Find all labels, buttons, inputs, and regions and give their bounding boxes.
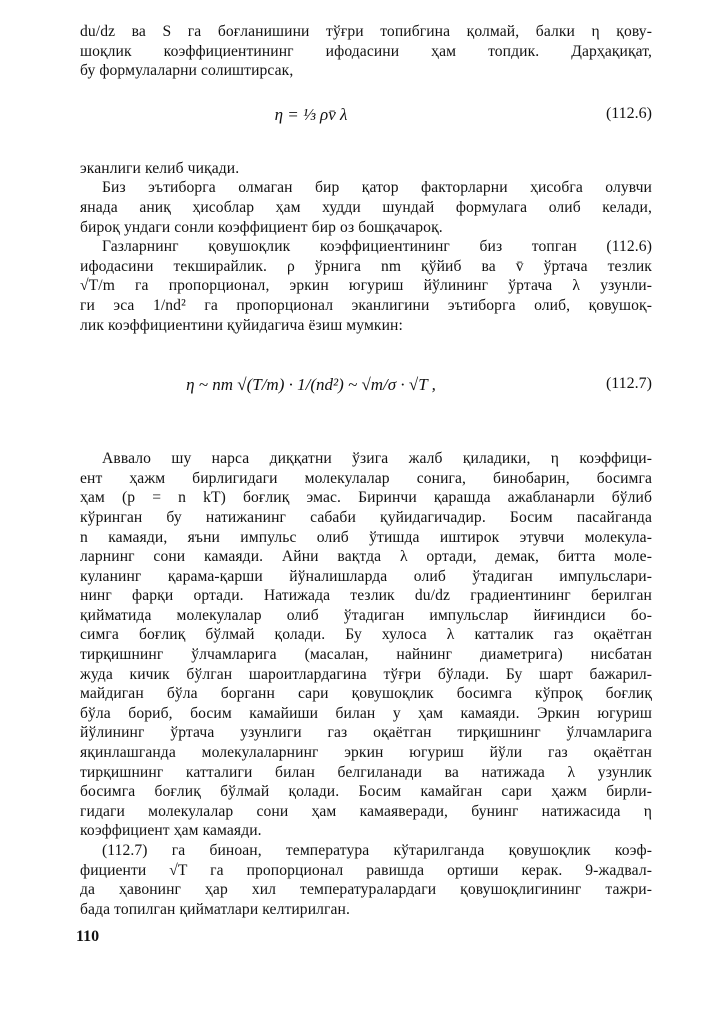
text-line: жуда кичик бўлган шароитлардагина тўғри бўлади. Бу шарт бажарил- <box>80 665 652 683</box>
formula-expression: η ~ nm √(T/m) · 1/(nd²) ~ √m/σ · √T , <box>186 375 436 395</box>
paragraph-accuracy <box>80 178 652 237</box>
text-line: йўлининг ўртача узунлиги газ оқаётган тирқишнинг ўлчамларига <box>80 724 652 742</box>
text-line: симга боғлиқ бўлмай қолади. Бу хулоса λ катталик газ оқаётган <box>80 626 652 644</box>
text-line: майдиган бўла борганн сари қовушоқлик босимга кўпроқ боғлиқ <box>80 685 652 703</box>
page-number: 110 <box>76 928 100 945</box>
text-line: (112.7) га биноан, температура кўтарилганда қовушоқлик коэф- <box>102 842 652 859</box>
text-line: ларнинг сони камаяди. Айни вақтда λ ортади, демак, битта моле- <box>80 548 652 566</box>
text-line: фициенти √T га пропорционал равишда ортиши керак. 9-жадвал- <box>80 861 652 879</box>
text-line: n камаяди, яъни импульс олиб ўтишда иштирок этувчи молекула- <box>80 528 652 546</box>
formula-112-7 <box>80 349 652 431</box>
formula-112-6 <box>80 91 652 153</box>
text-line: гидаги молекулалар сони ҳам камаяверади, бунинг натижасида η <box>80 802 652 820</box>
text-line: қийматида молекулалар олиб ўтадиган импульслар йиғиндиси бо- <box>80 606 652 624</box>
text-line: кўринган бу натижанинг сабаби қуйидагичадир. Босим пасайганда <box>80 508 652 526</box>
text-line: ҳам (p = n kT) боғлиқ эмас. Биринчи қарашда ажабланарли бўлиб <box>80 489 652 507</box>
text-line: бўла бориб, босим камайиши билан у ҳам камаяди. Эркин югуриш <box>80 704 652 722</box>
text-line: яқинлашганда молекулаларнинг эркин югуриш йўли газ оқаётган <box>80 744 652 762</box>
paragraph-check <box>80 237 652 335</box>
text-line: бада топилган қийматлари келтирилган. <box>80 900 350 918</box>
text-line: du/dz ва S га боғланишини тўғри топибгина қолмай, балки η қову- <box>80 23 652 40</box>
text-line: янада аниқ ҳисоблар ҳам худди шундай формулага олиб келади, <box>80 198 652 216</box>
text-line: босимга боғлиқ бўлмай қолади. Босим камайган сари ҳажм бирли- <box>80 783 652 801</box>
formula-expression: η = ⅓ ρv̄ λ <box>274 104 348 124</box>
text-line: да ҳавонинг ҳар хил температуралардаги қовушоқлигининг тажри- <box>80 881 652 899</box>
text-line: тирқишнинг ўлчамларига (масалан, найнинг диаметрига) нисбатан <box>80 646 652 664</box>
text-line: лик коэффициентини қуйидагича ёзиш мумкин: <box>80 316 403 334</box>
paragraph-pressure <box>80 449 652 841</box>
text-line: ент ҳажм бирлигидаги молекулалар сонига, бинобарин, босимга <box>80 469 652 487</box>
paragraph-intro <box>80 22 652 81</box>
text-line: бироқ ундаги сонли коэффициент бир оз бошқачароқ. <box>80 218 443 236</box>
text-line: Газларнинг қовушоқлик коэффициентининг биз топган (112.6) <box>102 238 652 256</box>
text-line: √T/m га пропорционал, эркин югуриш йўлининг ўртача λ узунли- <box>80 277 652 295</box>
text-line: эканлиги келиб чиқади. <box>80 159 240 177</box>
text-line: Биз эътиборга олмаган бир қатор факторларни ҳисобга олувчи <box>102 179 652 197</box>
text-line: нинг фарқи ортади. Натижада тезлик du/dz градиентининг берилган <box>80 587 652 605</box>
text-line: Аввало шу нарса диққатни ўзига жалб қиладики, η коэффици- <box>102 450 652 468</box>
equation-number: (112.6) <box>605 104 652 122</box>
text-line: ифодасини текширайлик. ρ ўрнига nm қўйиб ва v̄ ўртача тезлик <box>80 257 652 275</box>
text-line: тирқишнинг катталиги билан белгиланади ва натижада λ узунлик <box>80 763 652 781</box>
text-line: ги эса 1/nd² га пропорционал эканлигини эътиборга олиб, қовушоқ- <box>80 296 652 314</box>
text-line: куланинг қарама-қарши йўналишларда олиб ўтадиган импульслари- <box>80 567 652 585</box>
paragraph-result <box>80 159 652 179</box>
equation-number: (112.7) <box>605 375 652 393</box>
paragraph-temperature <box>80 841 652 919</box>
text-line: коэффициент ҳам камаяди. <box>80 822 262 840</box>
text-line: бу формулаларни солиштирсак, <box>80 62 294 80</box>
text-line: шоқлик коэффициентининг ифодасини ҳам топдик. Дарҳақиқат, <box>80 42 652 60</box>
